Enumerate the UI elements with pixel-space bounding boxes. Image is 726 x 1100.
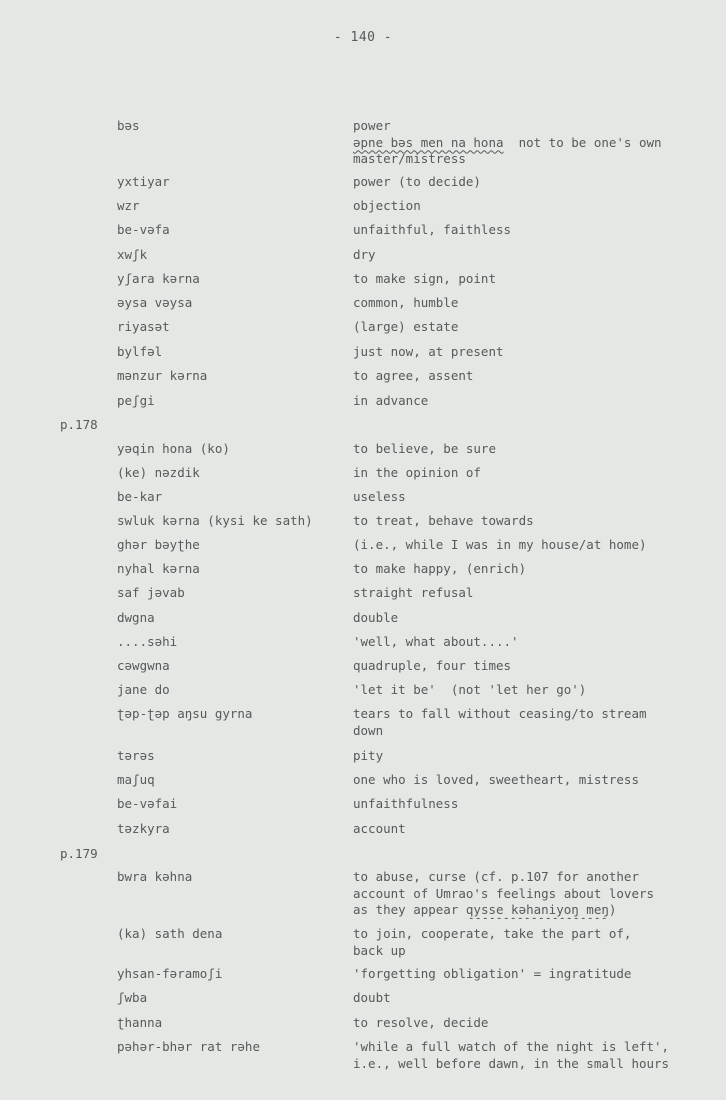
entry-definition: unfaithful, faithless bbox=[353, 222, 512, 237]
entry-definition: straight refusal bbox=[353, 585, 474, 600]
entry-term: jane do bbox=[117, 682, 170, 697]
entry-definition: quadruple, four times bbox=[353, 658, 512, 673]
entry-term: təzkyra bbox=[117, 821, 170, 836]
entry-definition: in advance bbox=[353, 393, 429, 408]
entry-term: pəhər-bhər rat rəhe bbox=[117, 1039, 260, 1054]
entry-term: swluk kərna (kysi ke sath) bbox=[117, 513, 313, 528]
entry-term: maʃuq bbox=[117, 772, 155, 787]
entry-term: peʃgi bbox=[117, 393, 155, 408]
entry-definition: power (to decide) bbox=[353, 174, 481, 189]
entry-definition: (large) estate bbox=[353, 319, 459, 334]
entry-term: saf jəvab bbox=[117, 585, 185, 600]
entry-term: bwra kəhna bbox=[117, 869, 193, 884]
entry-definition: tears to fall without ceasing/to stream down bbox=[353, 706, 647, 738]
entry-term: be-kar bbox=[117, 489, 163, 504]
entry-definition: unfaithfulness bbox=[353, 796, 459, 811]
entry-definition: to make sign, point bbox=[353, 271, 496, 286]
entry-term: ghər bəyʈhe bbox=[117, 537, 200, 552]
entry-definition: (i.e., while I was in my house/at home) bbox=[353, 537, 647, 552]
entry-term: be-vəfa bbox=[117, 222, 170, 237]
entry-definition: doubt bbox=[353, 990, 391, 1005]
entry-definition: to resolve, decide bbox=[353, 1015, 489, 1030]
page-reference: p.178 bbox=[60, 417, 98, 432]
entry-term: wzr bbox=[117, 198, 140, 213]
entry-term: bəs bbox=[117, 118, 140, 133]
entry-definition: account bbox=[353, 821, 406, 836]
entry-definition: 'let it be' (not 'let her go') bbox=[353, 682, 587, 697]
entry-term: yəqin hona (ko) bbox=[117, 441, 230, 456]
entry-definition: in the opinion of bbox=[353, 465, 481, 480]
entry-term: dwgna bbox=[117, 610, 155, 625]
entry-definition: 'well, what about....' bbox=[353, 634, 519, 649]
entry-definition: common, humble bbox=[353, 295, 459, 310]
entry-term: mənzur kərna bbox=[117, 368, 208, 383]
entry-definition: useless bbox=[353, 489, 406, 504]
example-phrase: əpne bəs men na hona bbox=[353, 134, 504, 150]
page-reference: p.179 bbox=[60, 846, 98, 861]
entry-definition: 'forgetting obligation' = ingratitude bbox=[353, 966, 632, 981]
entry-term: nyhal kərna bbox=[117, 561, 200, 576]
entry-definition: 'while a full watch of the night is left', i.e., well before dawn, in the small hours bbox=[353, 1039, 670, 1071]
entry-definition: to join, cooperate, take the part of, back up bbox=[353, 926, 632, 958]
entry-definition: power əpne bəs men na hona not to be one's own master/mistress bbox=[353, 118, 662, 166]
entry-term: yhsan-fəramoʃi bbox=[117, 966, 223, 981]
entry-term: tərəs bbox=[117, 748, 155, 763]
entry-term: xwʃk bbox=[117, 247, 148, 262]
entry-definition: objection bbox=[353, 198, 421, 213]
page-number: - 140 - bbox=[333, 30, 393, 45]
entry-term: yxtiyar bbox=[117, 174, 170, 189]
entry-definition: pity bbox=[353, 748, 384, 763]
entry-term: (ka) sath dena bbox=[117, 926, 223, 941]
example-phrase: qysse kəhaniyoŋ meŋ bbox=[465, 902, 609, 917]
entry-term: be-vəfai bbox=[117, 796, 178, 811]
entry-definition: to treat, behave towards bbox=[353, 513, 534, 528]
entry-definition: to believe, be sure bbox=[353, 441, 496, 456]
entry-term: yʃara kərna bbox=[117, 271, 200, 286]
entry-term: ʃwba bbox=[117, 990, 148, 1005]
entry-term: ʈhanna bbox=[117, 1015, 163, 1030]
entry-term: əysa vəysa bbox=[117, 295, 193, 310]
entry-definition: to abuse, curse (cf. p.107 for another account of Umrao's feelings about lovers as they appear qysse kəhaniyoŋ meŋ) bbox=[353, 869, 655, 917]
entry-definition: dry bbox=[353, 247, 376, 262]
entry-definition: one who is loved, sweetheart, mistress bbox=[353, 772, 639, 787]
entry-term: riyasət bbox=[117, 319, 170, 334]
entry-definition: to agree, assent bbox=[353, 368, 474, 383]
entry-definition: double bbox=[353, 610, 399, 625]
entry-definition: just now, at present bbox=[353, 344, 504, 359]
entry-term: cəwgwna bbox=[117, 658, 170, 673]
entry-term: ʈəp-ʈəp aŋsu gyrna bbox=[117, 706, 253, 721]
entry-term: ....səhi bbox=[117, 634, 178, 649]
entry-term: (ke) nəzdik bbox=[117, 465, 200, 480]
entry-term: bylfəl bbox=[117, 344, 163, 359]
entry-definition: to make happy, (enrich) bbox=[353, 561, 527, 576]
